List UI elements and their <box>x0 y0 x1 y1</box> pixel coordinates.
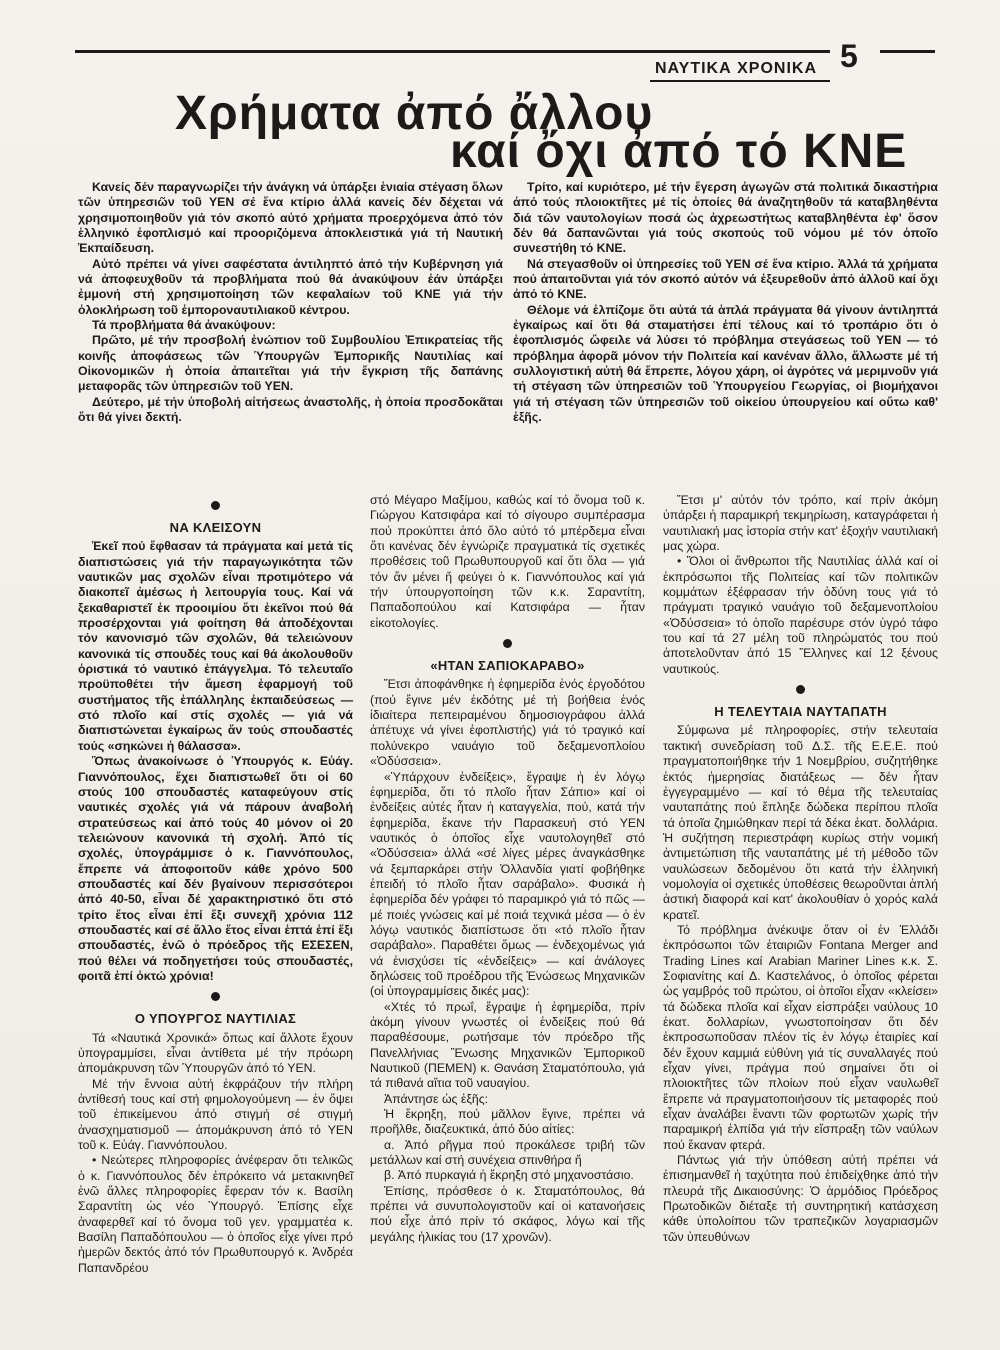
column-2 <box>370 493 645 1245</box>
column-1-para: Ὅπως ἀνακοίνωσε ὁ Ὑπουργός κ. Εὐάγ. Γιαννόπουλος, ἔχει διαπιστωθεῖ ὅτι οἱ 60 στούς 100 σπουδαστές καταφεύγουν στίς ναυτικές σχολές γιά νά πάρουν ἀναβολή στρατεύσεως καί ἀπό τούς 40 μόνον οἱ 20 τελειώνουν κανονικά τή σχολή. Ἀπό τίς σχολές, ὑπογράμμισε ὁ κ. Γιαννόπουλος, ἔπρεπε νά ἀποφοιτοῦν κάθε χρόνο 500 σπουδαστές καί δέν βγαίνουν περισσότεροι ἀπό 40-50, εἶναι δέ χαρακτηριστικό ὅτι στό τρίτο ἔτος εἶναι ἐπί ἕξι συνεχῆ χρόνια 112 σπουδαστές καί σέ ἄλλο ἔτος εἶναι ἑπτά ἐπί ἕξι σπουδαστές, ἐνῶ ὁ πρόεδρος τῆς ΕΣΕΣΕΝ, πού θέλει νά ποδηγετήσει τούς σπουδαστές, φοιτᾶ ἐπί ὀκτώ χρόνια! <box>78 754 353 983</box>
column-2-para: Ἐπίσης, πρόσθεσε ὁ κ. Σταματόπουλος, θά πρέπει νά συνυπολογιστοῦν καί οἱ κατανοήσεις πού εἶχε ἀπό πρίν τό σκάφος, λόγω καί τῆς μεγάλης ἡλικίας του (17 χρονῶν). <box>370 1183 645 1244</box>
column-3-para: Τό πρόβλημα ἀνέκυψε ὅταν οἱ ἐν Ἑλλάδι ἐκπρόσωποι τῶν ἑταιριῶν Fontana Merger and Trading Lines καί Arabian Mariner Lines κ.κ. Σ. Σοφιανίτης καί Δ. Καστελάνος, ὁ ὁποῖος φέρεται ὡς γαμβρός τοῦ πρώτου, οἱ ὁποῖοι εἶχαν «κλείσει» τά δώδεκα πλοῖα καί εἶχαν εἰσπράξει ναύλους 10 ἑκατ. δολλαρίων, γνωστοποίησαν ὅτι δέν ἐκπροσωποῦσαν πλέον τίς ἐν λόγῳ ἑταιρίες καί δέν ἔχουν καμμιά εὐθύνη γιά τίς συναλλαγές πού εἶχαν γίνει, πράγμα πού σημαίνει ὅτι οἱ πλοιοκτῆτες τῶν πλοίων πού εἶχαν ναυλωθεῖ ἔπρεπε νά πραγματοποιήσουν τίς μεταφορές πού εἶχαν ἀναλάβει ἔναντι τῶν φορτωτῶν χωρίς τήν παραμικρή ἐλπίδα γιά τήν εἴσπραξη τῶν ναύλων πού ἔκαναν φτερά. <box>663 922 938 1152</box>
lead-right-para: Νά στεγασθοῦν οἱ ὑπηρεσίες τοῦ ΥΕΝ σέ ἕνα κτίριο. Ἀλλά τά χρήματα πού ἀπαιτοῦνται γιά τόν σκοπό αὐτόν νά ἐξευρεθοῦν ἀπό ἀλλοῦ καί ὄχι ἀπό τό ΚΝΕ. <box>513 256 938 302</box>
section-title: ΝΑΥΤΙΚΑ ΧΡΟΝΙΚΑ <box>655 60 817 77</box>
lead-left-para: Αὐτό πρέπει νά γίνει σαφέστατα ἀντιληπτό ἀπό τήν Κυβέρνηση γιά νά ἀποφευχθοῦν τά προβλήματα πού θά ἀνακύψουν ἐάν ὑπάρξει ἐμμονή στή χρησιμοποίηση τῶν κεφαλαίων τοῦ ΚΝΕ γιά τήν ὁλοκλήρωση τοῦ ἐμποροναυτιλιακοῦ κέντρου. <box>78 256 503 317</box>
bullet-separator <box>211 992 220 1001</box>
subheading-ypourgos: Ο ΥΠΟΥΡΓΟΣ ΝΑΥΤΙΛΙΑΣ <box>134 1011 297 1027</box>
header-rule-right <box>880 50 935 53</box>
column-1-para: Μέ τήν ἔννοια αὐτή ἐκφράζουν τήν πλήρη ἀντίθεσή τους καί στή φημολογούμενη — ἐν ὄψει τοῦ ἐπικείμενου ἀπό στιγμή σέ στιγμή ἀνασχηματισμοῦ — ἀπομάκρυνση ἀπό τό ΥΕΝ τοῦ κ. Εὐάγ. Γιαννόπουλου. <box>78 1076 353 1153</box>
header-rule-left <box>75 50 830 53</box>
lead-left-para: Πρῶτο, μέ τήν προσβολή ἐνώπιον τοῦ Συμβουλίου Ἐπικρατείας τῆς κοινῆς ἀποφάσεως τῶν Ὑπουργῶν Ἐμπορικῆς Ναυτιλίας καί Οἰκονομικῶν ἡ ὁποία ἀπαιτεῖται γιά τήν ἔγκριση τῆς δαπάνης μεταφορᾶς τῶν ὑπηρεσιῶν τοῦ ΥΕΝ. <box>78 333 503 394</box>
column-2-para: «Ὑπάρχουν ἐνδείξεις», ἔγραψε ἡ ἐν λόγῳ ἐφημερίδα, ὅτι τό πλοῖο ἦταν Σάπιο» καί οἱ ἐνδείξεις αὐτές ἦταν ἡ καταγγελία, πού, κατά τήν ἐφημερίδα, ἔκανε τήν Παρασκευή στό ΥΕΝ ναυτικός ὁ ὁποῖος εἶχε ναυτολογηθεῖ στό «Ὀδύσσεια» ἀλλά «σέ λίγες μέρες ἀναγκάσθηκε νά ξεμπαρκάρει στήν Ὁλλανδία γιατί φοβήθηκε ἐπειδή τό πλοῖο ἦταν σαράβαλο». Φυσικά ἡ ἐφημερίδα δέν γράφει τό παραμικρό γιά τό πῶς — μέ ποιές γνώσεις καί μέ ποιά τεχνικά μέσα — ὁ ἐν λόγῳ ναυτικός διαπίστωσε ὅτι «τό πλοῖο ἦταν σαράβαλο». Παραθέτει ὅμως — ἐνδεχομένως γιά νά ἐνισχύσει τίς «ἐνδείξεις» — καί ἀνάλογες δηλώσεις τοῦ προέδρου τῆς Ἑνώσεως Μηχανικῶν (οἱ ὑπογραμμίσεις δικές μας): <box>370 769 645 999</box>
lead-right-column <box>513 180 938 426</box>
bullet-separator <box>211 501 220 510</box>
column-1 <box>78 493 353 1276</box>
column-2-para: Ἀπάντησε ὡς ἑξῆς: <box>384 1091 489 1106</box>
column-2-para: α. Ἀπό ρῆγμα πού προκάλεσε τριβή τῶν μετάλλων καί στή συνέχεια σπινθήρα ἤ <box>370 1137 645 1168</box>
section-underline <box>650 80 830 82</box>
column-2-para: Ἔτσι ἀποφάνθηκε ἡ ἐφημερίδα ἑνός ἐργοδότου (πού ἔγινε μέν ἐκδότης μέ τή βοήθεια ἑνός ἰδιαίτερα πεπειραμένου δημοσιογράφου ἀλλά ἀπέτυχε νά γίνει ἐφοπλιστής) γιά τό τραγικό καί πολύνεκρο ναυάγιο τοῦ δεξαμενοπλοίου «Ὀδύσσεια». <box>370 677 645 769</box>
subheading-naftapati: Η ΤΕΛΕΥΤΑΙΑ ΝΑΥΤΑΠΑΤΗ <box>714 704 887 720</box>
column-3 <box>663 493 938 1245</box>
subheading-sapiokaravo: «ΗΤΑΝ ΣΑΠΙΟΚΑΡΑΒΟ» <box>430 658 585 674</box>
lead-left-column <box>78 180 503 426</box>
column-1-para: Ἐκεῖ πού ἔφθασαν τά πράγματα καί μετά τίς διαπιστώσεις γιά τήν παραγωγικότητα τῶν ναυτικῶν μας σχολῶν εἶναι προτιμότερο νά διακοπεῖ ἀμέσως ἡ λειτουργία τους. Καί νά ξεκαθαριστεῖ ἐκ προοιμίου ὅτι ἐκεῖνοι πού θά προσέρχονται γιά φοίτηση θά ἀποδέχονται τόν κανονισμό τῶν σχολῶν, θά τελειώνουν κανονικά τίς σπουδές τους καί θά ἀκολουθοῦν ὁριστικά τό ναυτικό ἐπάγγελμα. Τό τελευταῖο προϋποθέτει τήν ἄμεση ἐφαρμογή τοῦ συστήματος τῆς ἐπάλληλης ἐκπαιδεύσεως — στό πλοῖο καί στίς σχολές — γιά νά διαπιστώνεται ἐγκαίρως ἄν τούς σπουδαστές τούς «σηκώνει ἡ θάλασσα». <box>78 539 353 753</box>
bullet-separator <box>796 685 805 694</box>
lead-right-para: Τρίτο, καί κυριότερο, μέ τήν ἔγερση ἀγωγῶν στά πολιτικά δικαστήρια ἀπό τούς πλοιοκτῆτες μέ τίς ὁποίες θά ἀναζητηθοῦν τά καταβληθέντα διά τῶν ναυτολογίων ποσά ὡς ἀχρεωστήτως καταβληθέντα ἐφ' ὅσον δέν θά δαπανῶνται γιά τούς σκοπούς τοῦ νόμου μέ τόν ὁποῖο συνεστήθη τό ΚΝΕ. <box>513 180 938 256</box>
column-2-para: Ἡ ἔκρηξη, πού μᾶλλον ἔγινε, πρέπει νά προῆλθε, διαζευκτικά, ἀπό δύο αἰτίες: <box>370 1107 645 1137</box>
column-3-para: Πάντως γιά τήν ὑπόθεση αὐτή πρέπει νά ἐπισημανθεῖ ἡ ταχύτητα πού ἐπιδείχθηκε ἀπό τήν πλευρά τῆς Δικαιοσύνης: Ὁ ἁρμόδιος Πρόεδρος Πρωτοδικῶν διέταξε τή συντηρητική κατάσχεση κάθε ὑπολοίπου τῶν τραπεζικῶν λογαριασμῶν τῶν ὑπευθύνων <box>663 1153 938 1244</box>
column-3-para: Σύμφωνα μέ πληροφορίες, στήν τελευταία τακτική συνεδρίαση τοῦ Δ.Σ. τῆς Ε.Ε.Ε. πού πραγματοποιήθηκε τήν 1 Νοεμβρίου, συζητήθηκε ἐκτός ἡμερησίας διατάξεως — δέν ἦταν ἐγγεγραμμένο — καί τό θέμα τῆς τελευταίας ναυταπάτης πού ἔπληξε δώδεκα περίπου πλοῖα τά ὁποῖα ζημιώθηκαν περί τά δέκα ἑκατ. δολλάρια. Ἡ συζήτηση περιεστράφη κυρίως στήν νομική ἀντιμετώπιση τῆς ναυταπάτης μέ τή μέθοδο τῶν ναυλώσεων δεδομένου ὅτι κατά τήν ἑλληνική νομολογία οἱ σχετικές ὑποθέσεις θεωροῦνται ἁπλή ἀστική διαφορά καί κατ' ἀκολουθίαν ὁ χορός καλά κρατεῖ. <box>663 723 938 922</box>
headline-line-1: Χρήματα ἀπό ἄλλου <box>175 87 654 140</box>
lead-right-para: Θέλομε νά ἐλπίζομε ὅτι αὐτά τά ἁπλά πράγματα θά γίνουν ἀντιληπτά ἐγκαίρως καί ὅτι θά σταματήσει ἐπί τέλους καί τό τροπάριο ὅτι ὁ ἐφοπλισμός ὤφειλε νά λύσει τό πρόβλημα στεγάσεως τοῦ ΥΕΝ — τό πρόβλημα ἀφορᾶ μόνον τήν Πολιτεία καί κανέναν ἄλλο, ἄλλωστε μέ τή συλλογιστική αὐτή θά ἔπρεπε, λόγου χάρη, οἱ ἀγρότες νά μεριμνοῦν γιά τή στέγαση τῶν ὑπηρεσιῶν τοῦ Ὑπουργείου Γεωργίας, οἱ βιομήχανοι γιά τή στέγαση τῶν ὑπηρεσιῶν τοῦ οἰκείου ὑπουργείου καί οὕτω καθ' ἑξῆς. <box>513 302 938 425</box>
subheading-na-kleisoun: ΝΑ ΚΛΕΙΣΟΥΝ <box>169 520 262 535</box>
column-1-para: • Νεώτερες πληροφορίες ἀνέφεραν ὅτι τελικῶς ὁ κ. Γιαννόπουλος δέν ἐπρόκειτο νά μετακινηθεῖ ἐνῶ ἄλλες πληροφορίες ἔφεραν τόν κ. Βασίλη Σαραντίτη ὡς νέο Ὑπουργό. Ἐπίσης εἶχε ἀναφερθεῖ καί τό ὄνομα τοῦ γεν. γραμματέα κ. Βασίλη Παπαδόπουλου — ὁ ὁποῖος εἶχε γίνει πρό ἡμερῶν δεκτός ἀπό τόν Πρωθυπουργό κ. Ἀνδρέα Παπανδρέου <box>78 1153 353 1275</box>
column-2-para: «Χτές τό πρωΐ, ἔγραψε ἡ ἐφημερίδα, πρίν ἀκόμη γίνουν γνωστές οἱ ἐνδείξεις πού θά παραθέσουμε, ρωτήσαμε τόν πρόεδρο τῆς Πανελλήνιας Ἕνωσης Μηχανικῶν Ἐμπορικοῦ Ναυτικοῦ (ΠΕΜΕΝ) κ. Θανάση Σταματόπουλο, γιά τά πιθανά αἴτια τοῦ ναυαγίου. <box>370 999 645 1091</box>
column-2-para: στό Μέγαρο Μαξίμου, καθώς καί τό ὄνομα τοῦ κ. Γιώργου Κατσιφάρα καί τό σίγουρο συμπέρασμα πού προκύπτει ἀπό ὅλο αὐτό τό μπέρδεμα εἶναι ὅτι κανένας δέν ἐγνώριζε πραγματικά τίς σχετικές προθέσεις τοῦ Πρωθυπουργοῦ καί ὅτι ὅλα — γιά τόν ἄν μένει ἤ φεύγει ὁ κ. Γιαννόπουλος καί γιά τήν ὑπουργοποίηση τῶν κ.κ. Σαραντίτη, Παπαδοπούλου καί Κατσιφάρα — ἦταν εἰκοτολογίες. <box>370 493 645 630</box>
page-number: 5 <box>840 38 858 74</box>
column-3-para: Ἔτσι μ' αὐτόν τόν τρόπο, καί πρίν ἀκόμη ὑπάρξει ἡ παραμικρή τεκμηρίωση, καταγράφεται ἡ ναυτιλιακή μας ἱστορία στήν κατ' ἐξοχήν ναυτιλιακή μας χώρα. <box>663 493 938 554</box>
column-2-para: β. Ἀπό πυρκαγιά ἡ ἔκρηξη στό μηχανοστάσιο. <box>384 1168 634 1183</box>
lead-left-para: Τά προβλήματα θά ἀνακύψουν: <box>92 318 276 333</box>
column-3-para: • Ὅλοι οἱ ἄνθρωποι τῆς Ναυτιλίας ἀλλά καί οἱ ἐκπρόσωποι τῆς Πολιτείας καί τῶν πολιτικῶν κομμάτων ἐξέφρασαν τήν ὀδύνη τους γιά τό πράγματι τραγικό ναυάγιο τοῦ δεξαμενοπλοίου «Ὀδύσσεια» τό ὁποῖο παρέσυρε στόν ὑγρό τάφο του καί τά 27 μέλη τοῦ πληρώματός του πού ἀποτελοῦνταν ἀπό 15 Ἕλληνες καί 12 ξένους ναυτικούς. <box>663 554 938 676</box>
bullet-separator <box>503 639 512 648</box>
column-1-para: Τά «Ναυτικά Χρονικά» ὅπως καί ἄλλοτε ἔχουν ὑπογραμμίσει, εἶναι ἀντίθετα μέ τήν πρόωρη ἀπομάκρυνση τῶν Ὑπουργῶν ἀπό τό ΥΕΝ. <box>78 1030 353 1076</box>
lead-left-para: Δεύτερο, μέ τήν ὑποβολή αἰτήσεως ἀναστολῆς, ἡ ὁποία προσδοκᾶται ὅτι θά γίνει δεκτή. <box>78 394 503 425</box>
lead-left-para: Κανείς δέν παραγνωρίζει τήν ἀνάγκη νά ὑπάρξει ἑνιαία στέγαση ὅλων τῶν ὑπηρεσιῶν τοῦ ΥΕΝ σέ ἕνα κτίριο ἀλλά κανείς δέν δέχεται νά χρησιμοποιηθοῦν γιά τόν σκοπό αὐτό χρήματα προερχόμενα ἀπό τόν ἑλληνικό ἐφοπλισμό καί προοριζόμενα ἀποκλειστικά γιά τή Ναυτική Ἐκπαίδευση. <box>78 180 503 256</box>
headline-line-2: καί ὄχι ἀπό τό ΚΝΕ <box>450 125 908 178</box>
